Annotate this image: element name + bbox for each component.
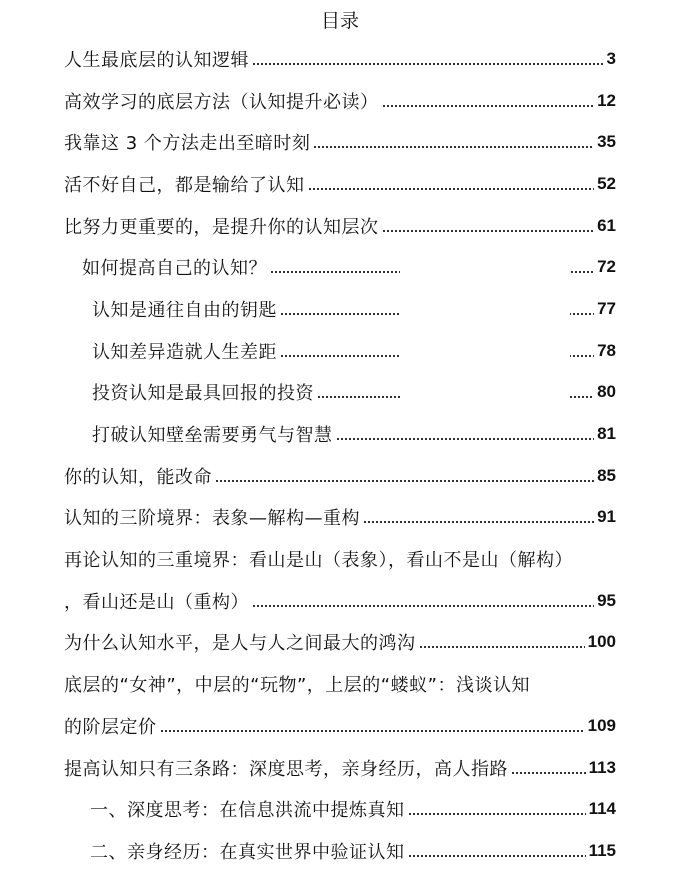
toc-entry[interactable]	[0, 705, 680, 747]
toc-leader-dots	[252, 62, 604, 66]
toc-page-number: 3	[606, 48, 616, 68]
toc-entry[interactable]	[0, 497, 680, 539]
toc-entry-title: ，看山还是山（重构）	[64, 591, 249, 613]
toc-entry[interactable]	[0, 246, 680, 288]
toc-entry-title: 提高认知只有三条路：深度思考，亲身经历，高人指路	[64, 758, 508, 780]
toc-page-number: 80	[597, 382, 616, 402]
toc-leader-dots	[408, 812, 586, 816]
toc-page-number: 114	[588, 799, 616, 819]
toc-leader-dots	[363, 520, 594, 524]
scan-gap	[400, 260, 570, 400]
toc-page-number: 109	[587, 715, 616, 735]
toc-entry[interactable]	[0, 455, 680, 497]
toc-page-number: 100	[587, 632, 616, 652]
toc-leader-dots	[160, 729, 585, 733]
toc-page-number: 91	[597, 507, 616, 527]
toc-entry[interactable]	[0, 330, 680, 372]
toc-entry-title: 一、深度思考：在信息洪流中提炼真知	[90, 800, 405, 822]
toc-page-number: 81	[597, 424, 616, 444]
toc-entry-title: 二、亲身经历：在真实世界中验证认知	[90, 841, 405, 863]
toc-leader-dots	[408, 854, 586, 858]
toc-entry-title: 活不好自己，都是输给了认知	[64, 174, 305, 196]
toc-entry-title: 为什么认知水平，是人与人之间最大的鸿沟	[64, 633, 416, 655]
toc-entry-title: 比努力更重要的，是提升你的认知层次	[64, 216, 379, 238]
toc-entry[interactable]	[0, 288, 680, 330]
toc-leader-dots	[313, 145, 594, 149]
toc-entry[interactable]	[0, 538, 680, 580]
toc-page-number: 12	[597, 90, 616, 110]
toc-page-number: 61	[597, 215, 616, 235]
toc-entry-title: 如何提高自己的认知？	[82, 258, 267, 280]
toc-leader-dots	[252, 604, 594, 608]
toc-entry-title: 你的认知，能改命	[64, 466, 212, 488]
toc-leader-dots	[308, 187, 595, 191]
toc-entry[interactable]	[0, 663, 680, 705]
toc-page-number: 35	[597, 132, 616, 152]
toc-entry-title: 认知的三阶境界：表象—解构—重构	[64, 508, 360, 530]
toc-page-number: 115	[588, 840, 616, 860]
toc-entry[interactable]	[0, 372, 680, 414]
toc-entry[interactable]	[0, 580, 680, 622]
toc-entry-title: 认知差异造就人生差距	[92, 341, 277, 363]
toc-entry[interactable]	[0, 205, 680, 247]
toc-page-number: 52	[597, 173, 616, 193]
toc-list	[0, 38, 680, 872]
toc-entry[interactable]	[0, 788, 680, 830]
toc-leader-dots	[419, 645, 585, 649]
toc-entry-title: 我靠这 3 个方法走出至暗时刻	[64, 133, 311, 155]
toc-entry-title: 投资认知是最具回报的投资	[92, 383, 314, 405]
toc-entry-title: 再论认知的三重境界：看山是山（表象），看山不是山（解构）	[64, 550, 573, 572]
toc-leader-dots	[382, 104, 595, 108]
toc-entry[interactable]	[0, 38, 680, 80]
toc-entry[interactable]	[0, 121, 680, 163]
toc-leader-dots	[215, 479, 594, 483]
toc-title: 目录	[320, 10, 359, 32]
toc-leader-dots	[511, 771, 586, 775]
toc-entry[interactable]	[0, 747, 680, 789]
toc-page-number: 77	[597, 298, 616, 318]
toc-entry[interactable]	[0, 622, 680, 664]
toc-leader-dots	[336, 437, 595, 441]
toc-entry[interactable]	[0, 163, 680, 205]
toc-page-number: 95	[597, 590, 616, 610]
toc-entry-title: 人生最底层的认知逻辑	[64, 49, 249, 71]
toc-page-number: 72	[597, 257, 616, 277]
toc-entry-title: 认知是通往自由的钥匙	[92, 299, 277, 321]
toc-entry-title: 打破认知壁垒需要勇气与智慧	[92, 425, 333, 447]
toc-page-number: 113	[588, 757, 616, 777]
toc-entry-title: 的阶层定价	[64, 716, 157, 738]
toc-leader-dots	[382, 229, 595, 233]
toc-page-number: 78	[597, 340, 616, 360]
toc-entry[interactable]	[0, 830, 680, 872]
toc-entry-title: 高效学习的底层方法（认知提升必读）	[64, 91, 379, 113]
toc-entry[interactable]	[0, 80, 680, 122]
toc-entry[interactable]	[0, 413, 680, 455]
toc-page-number: 85	[597, 465, 616, 485]
toc-entry-title: 底层的“女神”，中层的“玩物”，上层的“蝼蚁”：浅谈认知	[64, 675, 530, 697]
